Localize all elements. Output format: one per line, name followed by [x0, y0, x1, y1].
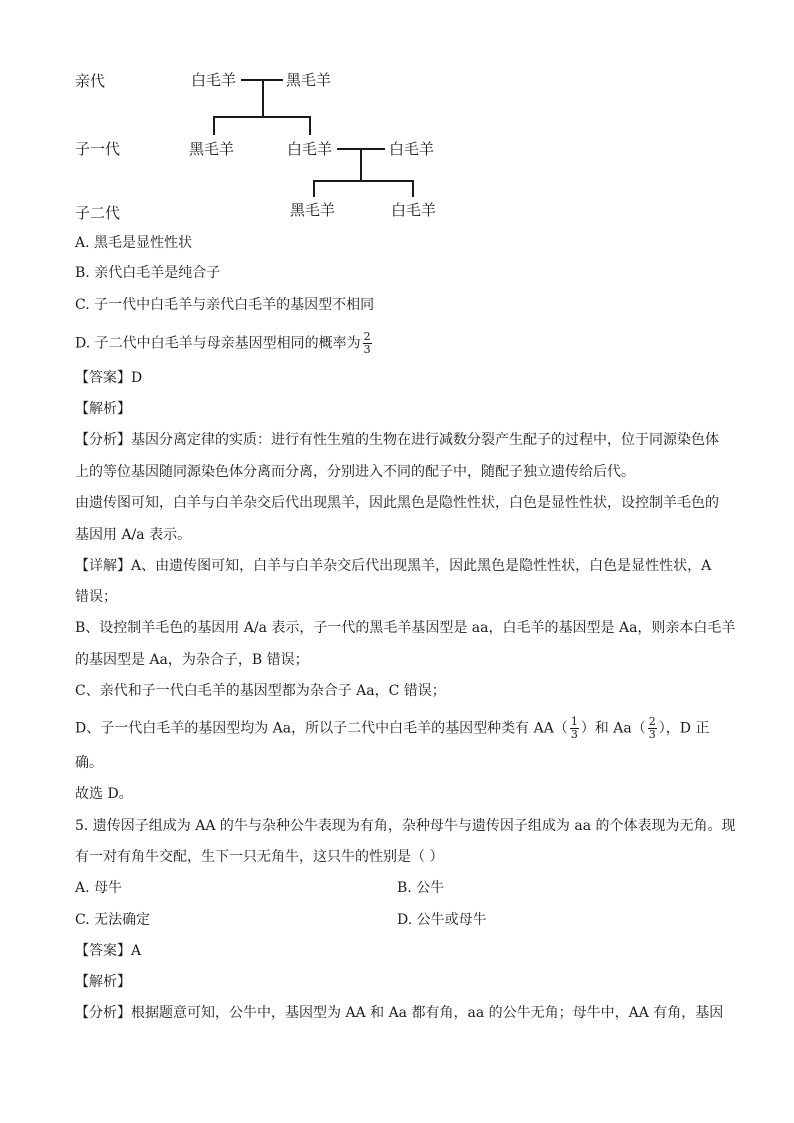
- parent-descent-line: [262, 79, 264, 117]
- q5-analysis-title: 【解析】: [75, 974, 131, 990]
- generation-label-f2: 子二代: [75, 204, 121, 222]
- f1-white-sheep: 白毛羊: [287, 140, 333, 158]
- q5-stem-line-1: 5. 遗传因子组成为 AA 的牛与杂种公牛表现为有角，杂种母牛与遗传因子组成为 aa 的个体表现为无角。现: [75, 818, 736, 834]
- f2-black-sheep: 黑毛羊: [290, 201, 336, 219]
- q4-option-a: A. 黑毛是显性性状: [75, 235, 193, 251]
- generation-label-parent: 亲代: [75, 72, 106, 90]
- q5-fenxi-line-1: 【分析】根据题意可知，公牛中，基因型为 AA 和 Aa 都有角，aa 的公牛无角；母牛中，AA 有角，基因: [75, 1005, 724, 1021]
- generation-label-f1: 子一代: [75, 140, 121, 158]
- f1-sibship-line: [213, 116, 310, 118]
- q5-option-b: B. 公牛: [397, 880, 445, 896]
- parent-white-sheep: 白毛羊: [191, 71, 237, 89]
- parent-black-sheep: 黑毛羊: [286, 71, 332, 89]
- f2-black-drop: [313, 180, 315, 197]
- q4-b-line-2: 的基因型是 Aa，为杂合子，B 错误；: [75, 652, 309, 668]
- q4-fenxi-line-2: 上的等位基因随同源染色体分离而分离，分别进入不同的配子中，随配子独立遗传给后代。: [75, 464, 635, 480]
- fraction-two-thirds: $\frac{2}{3}$: [363, 330, 371, 356]
- f1-mate-white-sheep: 白毛羊: [389, 140, 435, 158]
- q4-option-d: [75, 331, 374, 356]
- q4-xiangjie-line-2: 错误；: [75, 589, 117, 605]
- q4-answer: 【答案】D: [75, 370, 143, 386]
- fraction-two-thirds-b: $\frac{2}{3}$: [648, 715, 656, 741]
- q5-option-c: C. 无法确定: [75, 912, 151, 928]
- q4-c-line-1: C、亲代和子一代白毛羊的基因型都为杂合子 Aa，C 错误；: [75, 683, 446, 699]
- q4-fenxi-line-4: 基因用 A/a 表示。: [75, 527, 192, 543]
- q4-analysis-title: 【解析】: [75, 401, 131, 417]
- q4-b-line-1: B、设控制羊毛色的基因用 A/a 表示，子一代的黑毛羊基因型是 aa，白毛羊的基因型是 Aa，则亲本白毛羊: [75, 620, 736, 636]
- f1-white-drop: [309, 116, 311, 135]
- q4-option-b: B. 亲代白毛羊是纯合子: [75, 265, 221, 281]
- fraction-one-third: $\frac{1}{3}$: [570, 715, 578, 741]
- f1-black-sheep: 黑毛羊: [189, 140, 235, 158]
- f2-sibship-line: [313, 180, 413, 182]
- q4-fenxi-line-1: 【分析】基因分离定律的实质：进行有性生殖的生物在进行减数分裂产生配子的过程中，位于同源染色体: [75, 432, 719, 448]
- q5-option-a: A. 母牛: [75, 880, 123, 896]
- q4-d-line-2: 确。: [75, 755, 103, 771]
- q5-option-d: D. 公牛或母牛: [397, 912, 487, 928]
- f1-black-drop: [213, 116, 215, 135]
- q4-conclusion: 故选 D。: [75, 786, 133, 802]
- q4-option-c: C. 子一代中白毛羊与亲代白毛羊的基因型不相同: [75, 297, 375, 313]
- f2-white-sheep: 白毛羊: [391, 201, 437, 219]
- f1-descent-line: [360, 148, 362, 181]
- f2-white-drop: [412, 180, 414, 197]
- q4-d-line-1: D、子一代白毛羊的基因型均为 Aa，所以子二代中白毛羊的基因型种类有 AA（ $\frac{1}{3}$ ）和 Aa（ $\frac{2}{3}$ ），D 正: [75, 715, 710, 741]
- q4-option-d-text: D. 子二代中白毛羊与母亲基因型相同的概率为: [75, 335, 361, 352]
- q5-stem-line-2: 有一对有角牛交配，生下一只无角牛，这只牛的性别是（ ）: [75, 849, 444, 865]
- q4-xiangjie-line-1: 【详解】A、由遗传图可知，白羊与白羊杂交后代出现黑羊，因此黑色是隐性性状，白色是显性性状，A: [75, 558, 712, 574]
- q4-fenxi-line-3: 由遗传图可知，白羊与白羊杂交后代出现黑羊，因此黑色是隐性性状，白色是显性性状，设控制羊毛色的: [75, 495, 719, 511]
- q5-answer: 【答案】A: [75, 943, 142, 959]
